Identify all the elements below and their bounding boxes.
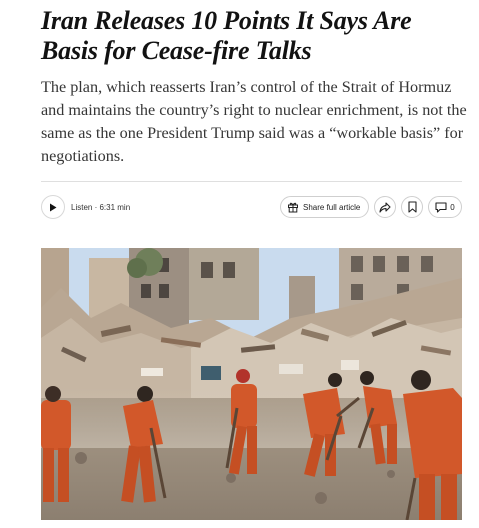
comments-count: 0 bbox=[450, 202, 455, 212]
save-button[interactable] bbox=[401, 196, 423, 218]
article-summary: The plan, which reasserts Iran’s control of the Strait of Hormuz and maintains the country’s right to nuclear enrichment, is not the same as the one President Trump said was a “workable basis” for negotiations. bbox=[41, 78, 467, 165]
article-headline: Iran Releases 10 Points It Says Are Basis for Cease-fire Talks bbox=[41, 6, 412, 65]
gift-icon bbox=[287, 201, 299, 213]
article-photo bbox=[41, 248, 462, 520]
bookmark-icon bbox=[408, 201, 417, 213]
comments-button[interactable] bbox=[428, 196, 462, 218]
share-arrow-icon bbox=[379, 202, 391, 213]
share-full-article-label: Share full article bbox=[303, 202, 361, 212]
comment-icon bbox=[435, 202, 447, 213]
listen-duration: Listen · 6:31 min bbox=[71, 202, 131, 212]
share-button[interactable] bbox=[374, 196, 396, 218]
play-icon bbox=[41, 195, 65, 219]
rubble-scene-image bbox=[41, 248, 462, 520]
article-actions bbox=[275, 194, 462, 220]
divider bbox=[41, 181, 462, 182]
listen-button[interactable] bbox=[41, 194, 130, 220]
share-full-article-button[interactable] bbox=[280, 196, 369, 218]
article-toolbar bbox=[41, 194, 462, 220]
